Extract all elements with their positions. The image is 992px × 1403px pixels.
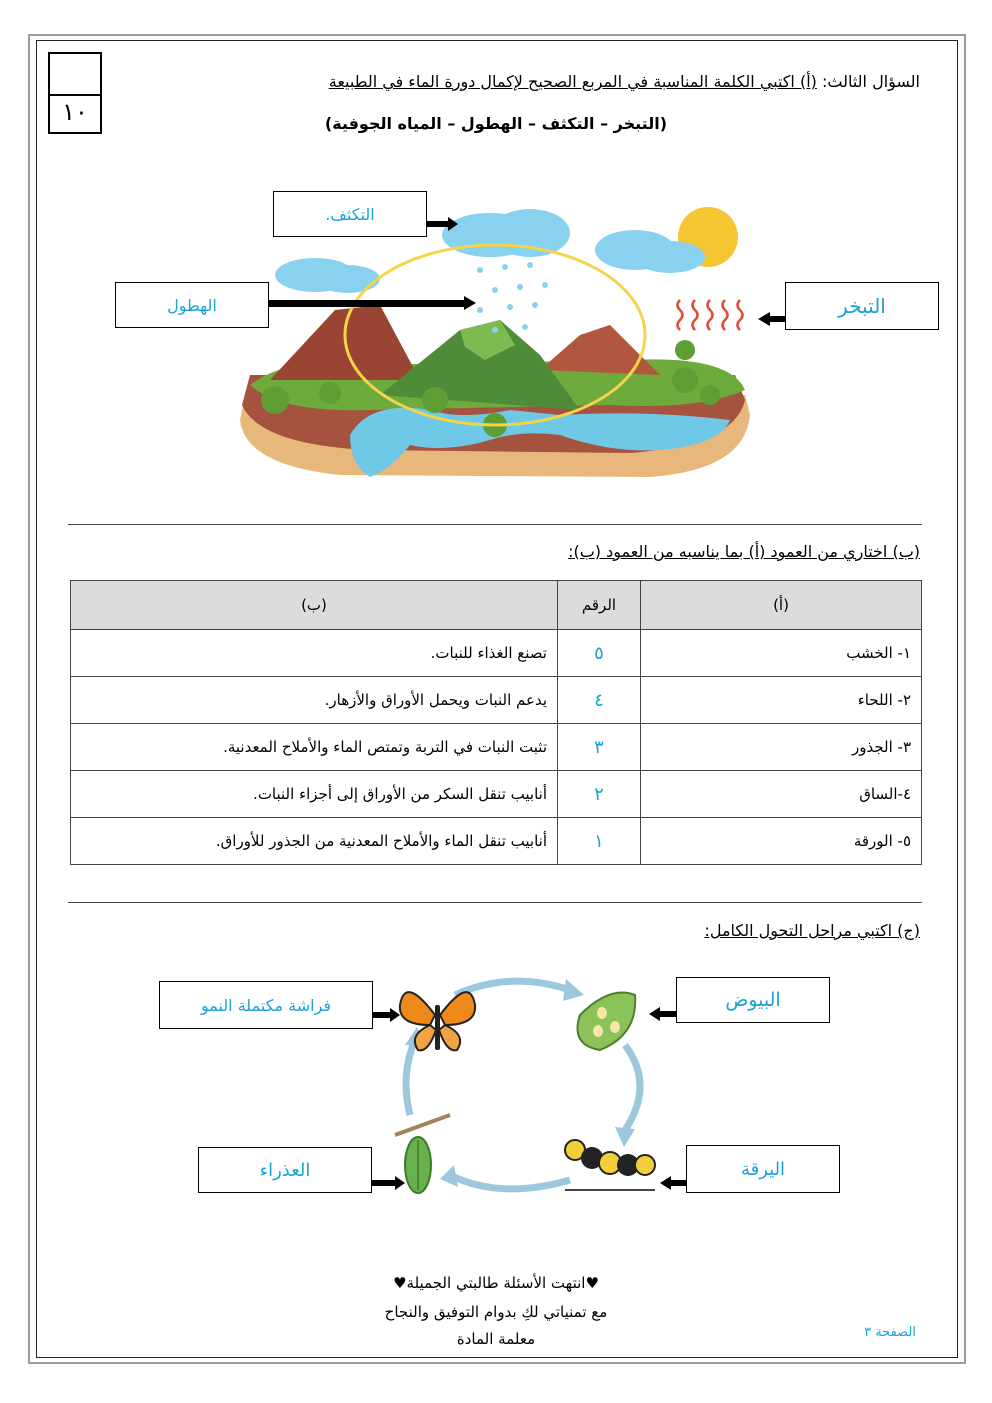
larva-answer: اليرقة — [740, 1158, 786, 1180]
cell-b: أنابيب تنقل الماء والأملاح المعدنية من الجذور للأوراق. — [71, 818, 558, 865]
section-a-title — [329, 72, 920, 91]
caterpillar-icon — [565, 1140, 655, 1190]
cell-b: أنابيب تنقل السكر من الأوراق إلى أجزاء النبات. — [71, 771, 558, 818]
condensation-answer: التكثف. — [325, 204, 375, 224]
pupa-arrow-head — [395, 1176, 405, 1190]
grade-mark: ١٠ — [62, 98, 88, 126]
water-cycle-illustration — [230, 195, 760, 485]
condensation-arrow-line — [427, 221, 449, 227]
cell-num[interactable]: ١ — [558, 818, 641, 865]
eggs-answer-box[interactable] — [676, 977, 830, 1023]
eggs-leaf-icon — [578, 993, 636, 1051]
section-c-title: (ج) اكتبي مراحل التحول الكامل: — [704, 921, 920, 940]
section-a-instruction: (أ) اكتبي الكلمة المناسبة في المربع الصحيح لإكمال دورة الماء في الطبيعة — [328, 72, 817, 91]
butterfly-answer: فراشة مكتملة النمو — [200, 995, 332, 1015]
cell-b: تثبت النبات في التربة وتمتص الماء والأملاح المعدنية. — [71, 724, 558, 771]
butterfly-answer-box[interactable] — [159, 981, 373, 1029]
eggs-answer: البيوض — [725, 989, 781, 1011]
cell-a: ٥- الورقة — [641, 818, 922, 865]
header-col-num: الرقم — [558, 581, 641, 630]
precipitation-arrow-head — [464, 296, 476, 310]
pupa-answer-box[interactable] — [198, 1147, 372, 1193]
larva-arrow-head — [660, 1176, 671, 1190]
table-row — [71, 724, 922, 771]
cell-num[interactable]: ٢ — [558, 771, 641, 818]
table-row — [71, 771, 922, 818]
eggs-arrow-head — [649, 1007, 660, 1021]
grade-divider — [50, 94, 100, 96]
cell-a: ٣- الجذور — [641, 724, 922, 771]
table-row — [71, 818, 922, 865]
cell-a: ٤-الساق — [641, 771, 922, 818]
footer-closing: انتهت الأسئلة طالبتي الجميلة — [406, 1274, 586, 1292]
evaporation-answer: التبخر — [838, 294, 886, 318]
table-row — [71, 630, 922, 677]
precipitation-answer: الهطول — [167, 295, 217, 315]
eggs-arrow-line — [660, 1011, 676, 1017]
cell-num[interactable]: ٤ — [558, 677, 641, 724]
header-col-b: (ب) — [71, 581, 558, 630]
precipitation-answer-box[interactable] — [115, 282, 269, 328]
footer-line-3: معلمة المادة — [456, 1330, 536, 1348]
larva-arrow-line — [671, 1180, 686, 1186]
cell-a: ١- الخشب — [641, 630, 922, 677]
footer-line-1 — [0, 1274, 992, 1292]
page-number: الصفحة ٣ — [864, 1325, 916, 1340]
header-col-a: (أ) — [641, 581, 922, 630]
divider-2 — [68, 902, 922, 903]
evaporation-waves — [678, 300, 743, 330]
heart-icon: ♥ — [393, 1274, 407, 1292]
butterfly-arrow-line — [373, 1012, 391, 1018]
evaporation-answer-box[interactable] — [785, 282, 939, 330]
condensation-answer-box[interactable] — [273, 191, 427, 237]
footer-line-2: مع تمنياتي لكِ بدوام التوفيق والنجاح — [384, 1303, 608, 1321]
divider-1 — [68, 524, 922, 525]
word-bank: (التبخر – التكثف – الهطول – المياه الجوفية) — [324, 114, 667, 133]
pupa-arrow-line — [372, 1180, 396, 1186]
evaporation-arrow-head — [758, 312, 770, 326]
rain-drops — [477, 262, 548, 333]
grade-box — [48, 52, 102, 134]
evaporation-arrow-line — [770, 316, 785, 322]
condensation-arrow-head — [448, 217, 458, 231]
cell-a: ٢- اللحاء — [641, 677, 922, 724]
cell-b: يدعم النبات ويحمل الأوراق والأزهار. — [71, 677, 558, 724]
question-label: السؤال الثالث: — [821, 72, 920, 91]
section-b-title: (ب) اختاري من العمود (أ) بما يناسبه من العمود (ب): — [568, 542, 920, 561]
matching-table — [70, 580, 922, 865]
life-cycle-illustration — [370, 965, 670, 1205]
heart-icon: ♥ — [585, 1274, 599, 1292]
table-header-row — [71, 581, 922, 630]
table-row — [71, 677, 922, 724]
cell-b: تصنع الغذاء للنبات. — [71, 630, 558, 677]
pupa-answer: العذراء — [259, 1159, 311, 1181]
larva-answer-box[interactable] — [686, 1145, 840, 1193]
cell-num[interactable]: ٥ — [558, 630, 641, 677]
cell-num[interactable]: ٣ — [558, 724, 641, 771]
precipitation-arrow-line — [269, 300, 465, 307]
butterfly-arrow-head — [390, 1008, 400, 1022]
